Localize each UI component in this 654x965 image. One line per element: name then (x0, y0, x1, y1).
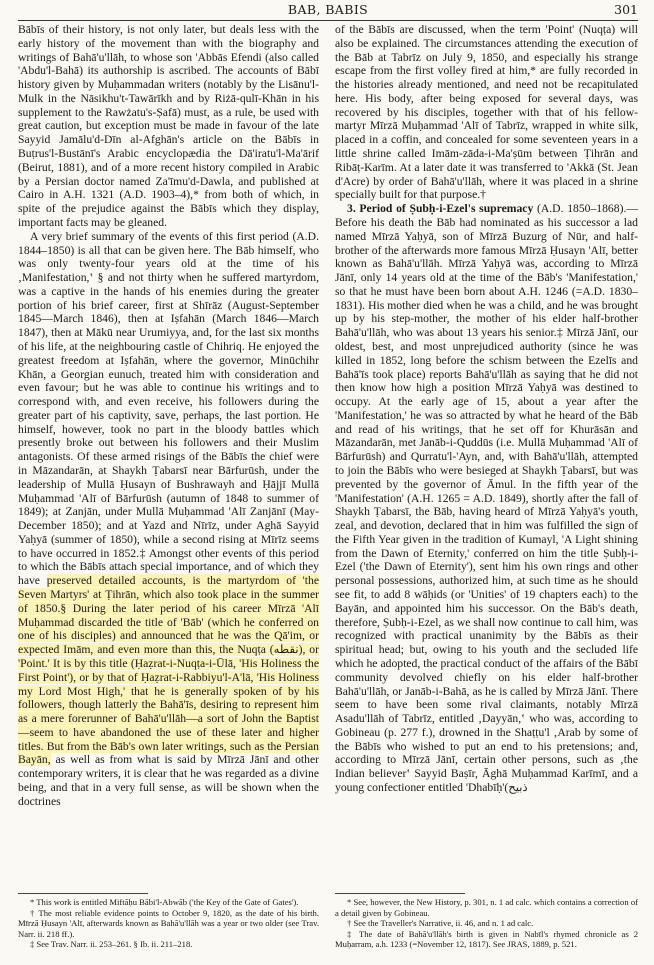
footnote: * This work is entitled Miftāḥu Bābi'l-Abwāb ('the Key of the Gate of Gates'). (30, 897, 299, 907)
footnote: † The most reliable evidence points to October 9, 1820, as the date of his birth. Mīrzā Ḥusayn 'Alī, afterwards known as Bahā'u'llāh was a year or two older (see Trav. Narr. ii. 218 ff.). (18, 907, 319, 939)
footnotes-left (18, 897, 319, 950)
footnote: * See, however, the New History, p. 301, n. 1 ad calc. which contains a correction of a detail given by Gobineau. (335, 897, 638, 918)
footnotes-right (335, 897, 638, 950)
left-paragraph-2-end: as well as from what is said by Mīrzā Jānī and other contemporary writers, it is clear that he was regarded as a divine being, and that in a very full sense, as will be shown when the doctrines (18, 753, 319, 808)
footnote-rule-left (18, 893, 148, 894)
left-paragraph-1: Bābīs of their history, is not only later, but deals less with the early history of the movement than with the biography and writings of Bahā'u'llāh, to whose son 'Abbās Efendi (also called 'Abdu'l-Bahā) its authorship is ascribed. The accounts of Bābī history given by Muḥammadan writers (notably by the Lisānu'l-Mulk in the Nāsikhu't-Tawārīkh and by Riżā-qulī-Khān in his supplement to the Rawżatu's-Ṣafā) must, as a rule, be used with great caution, but exception must be made in favour of the late Sayyid Jamālu'd-Dīn al-Afghān's article on the Bābīs in Buṭrus'l-Bustānī's Arabic encyclopædia the Dā'iratu'l-Ma'ārif (Beirut, 1881), and of a more recent history compiled in Arabic by a Persian doctor named Za'īmu'd-Dawla, and published at Cairo in A.H. 1321 (A.D. 1903–4),* from both of which, in spite of the prejudice against the Bābīs which they display, important facts may be gleaned. (18, 23, 319, 229)
highlighted-passage: preserved detailed accounts, is the martyrdom of 'the Seven Martyrs' at Ṭihrān, which also took place in the summer of 1850.§ During the later period of his career Mīrzā 'Alī Muḥammad discarded the title of 'Bāb' (which he conferred on one of his disciples) and announced that he was the Qā'im, or expected Imām, and even more than this, the Nuqṭa (نقطه), or 'Point.' It is by this title (Ḥaẓrat-i-Nuqṭa-i-Ūlā, 'His Holiness the First Point'), or by that of Ḥaẓrat-i-Rabbiyu'l-A'lā, 'His Holiness my Lord Most High,' that he is generally spoken of by his followers, though latterly the Bahā'īs, desiring to represent him as a mere forerunner of Bahā'u'llāh—a sort of John the Baptist—seem to have abandoned the use of these later and higher titles. But from the Bāb's own later writings, such as the Persian Bayān, (18, 574, 319, 767)
header-rule (18, 20, 638, 21)
footnote-rule-right (335, 893, 465, 894)
footnote: ‡ The date of Bahā'u'llāh's birth is given in Nabīl's rhymed chronicle as 2 Muḥarram, a.h. 1233 (=November 12, 1817). See JRAS, 1889, p. 521. (335, 928, 638, 950)
left-paragraph-2 (18, 230, 319, 809)
right-paragraph-2-body: (A.D. 1850–1868).—Before his death the Bāb had nominated as his successor a lad named Mīrzā Yaḥyā, son of Mīrzā Buzurg of Nūr, and half-brother of the afterwards more famous Mīrzā Ḥusayn 'Alī, better known as Bahā'u'llāh. Mīrzā Yaḥyā was, according to Mīrzā Jānī, only 14 years old at the time of the Bāb's 'Manifestation,' so that he must have been born about A.H. 1246 (=A.D. 1830–1831). His mother died when he was a child, and he was brought up by his step-mother, the mother of his elder half-brother Bahā'u'llāh, who was about 13 years his senior.‡ Mīrzā Jānī, our oldest, best, and most unprejudiced authority (since he was killed in 1852, long before the schism between the Ezelīs and Bahā'īs took place) reports Bahā'u'llāh as saying that he did not then know how high a position Mīrzā Yaḥyā was destined to occupy. At the early age of 15, about a year after the 'Manifestation,' he was so attracted by what he heard of the Bāb and read of his writings, that he set off for Khurāsān and Māzandarān, met Janāb-i-Quddūs (i.e. Mullā Muḥammad 'Alī of Bārfurūsh) and Qurratu'l-'Ayn, and, with Bahā'u'llāh, attempted to join the Bābīs who were besieged at Shaykh Ṭabarsī, but was prevented by the governor of Āmul. In the fifth year of the 'Manifestation' (A.H. 1265 = A.D. 1849), shortly after the fall of Shaykh Ṭabarsī, the Bāb, having heard of Mīrzā Yaḥyā's youth, zeal, and devotion, declared that in him was fulfilled the sign of the Fifth Year given in the tradition of Kumayl, 'A Light shining from the Dawn of Eternity,' conferred on him the title Ṣubḥ-i-Ezel ('the Dawn of Eternity'), sent him his own rings and other personal possessions, authorized him, at such time as he should see fit, to add 8 wāḥids (or 'Unities' of 19 chapters each) to the Bayān, and appointed him his successor. On the Bāb's death, therefore, Ṣubḥ-i-Ezel, as we shall now continue to call him, was recognized with practical unanimity by the Bābīs as their spiritual head; but, owing to his youth and the secluded life which he adopted, the practical conduct of the affairs of the Bābī community devolved chiefly on his elder half-brother Bahā'u'llāh, or Janāb-i-Bahā, as he is called by Mīrzā Jānī. There seem to have been some rival claimants, notably Mīrzā Asadu'llāh of Tabrīz, entitled ‚Dayyān,‛ who was, according to Gobineau (p. 277 f.), drowned in the Shaṭṭu'l ‚Arab by some of the Bābīs who wished to put an end to his pretensions; and, according to Mīrzā Jānī, certain other persons, such as ‚the Indian believer‛ Sayyid Baṣīr, Āghā Muḥammad Karīmī, and a young confectioner entitled 'Dhabīḥ'(ذبیح (335, 202, 638, 794)
running-header (18, 2, 638, 18)
running-title: BAB, BABIS (287, 2, 369, 17)
left-paragraph-2-start: A very brief summary of the events of this first period (A.D. 1844–1850) is all that can be given here. The Bāb himself, who was only twenty-four years old at the time of his ‚Manifestation,‛ § and not thirty when he suffered martyrdom, was a captive in the hands of his enemies during the greater portion of his brief career, first at Shīrāz (August-September 1845—March 1846), then at Iṣfahān (March 1846—March 1847), then at Mākū near Urumiyya, and, for the last six months of his life, at the neighbouring castle of Chihriq. He enjoyed the greatest freedom at Iṣfahān, where the governor, Minūchihr Khān, a Georgian eunuch, treated him with consideration and even favour; but he was able to continue his writings and to correspond with, and even receive, his followers during the greater part of his captivity, save, perhaps, the last portion. He himself, however, took no part in the bloody battles which presently broke out between his followers and their Muslim antagonists. Of these armed risings of the Bābīs the chief were in Māzandarān, at Shaykh Ṭabarsī near Bārfurūsh, under the leadership of Mullā Ḥusayn of Bushrawayh and Ḥājjī Mullā Muḥammad 'Alī of Bārfurūsh (autumn of 1848 to summer of 1849); at Zanjān, under Mullā Muḥammad 'Alī Zanjānī (May-December 1850); and at Yazd and Nīrīz, under Aghā Sayyid Yaḥyā (summer of 1850), while a second rising at Mīrīz seems to have occurred in 1852.‡ Amongst other events of this period to which the Bābīs attach special importance, and of which they have (18, 229, 319, 588)
footnote: ‡ See Trav. Narr. ii. 253–261. § Ib. ii. 211–218. (30, 939, 193, 950)
left-column (18, 23, 319, 893)
footnote: † See the Traveller's Narrative, ii. 46, and n. 1 ad calc. (347, 918, 534, 929)
page-number: 301 (614, 2, 638, 17)
right-column (335, 23, 638, 893)
section-heading: 3. Period of Ṣubḥ-i-Ezel's supremacy (347, 202, 534, 216)
right-paragraph-1: of the Bābīs are discussed, when the term 'Point' (Nuqṭa) will also be explained. The circumstances attending the execution of the Bāb at Tabrīz on July 9, 1850, and especially his strange escape from the first volley fired at him,* are fully recorded in the histories already mentioned, and need not be recapitulated here. His body, after being exposed for several days, was recovered by his disciples, together with that of his fellow-martyr Mīrzā Muḥammad 'Alī of Tabrīz, wrapped in white silk, placed in a coffin, and concealed for some seventeen years in a little shrine called Imām-zāda-i-Ma'ṣūm between Ṭihrān and Ribāṭ-Karīm. At a later date it was transferred to 'Akkā (St. Jean d'Acre) by order of Bahā'u'llāh, where it was placed in a shrine specially built for that purpose.† (335, 23, 638, 202)
right-paragraph-2 (335, 202, 638, 795)
